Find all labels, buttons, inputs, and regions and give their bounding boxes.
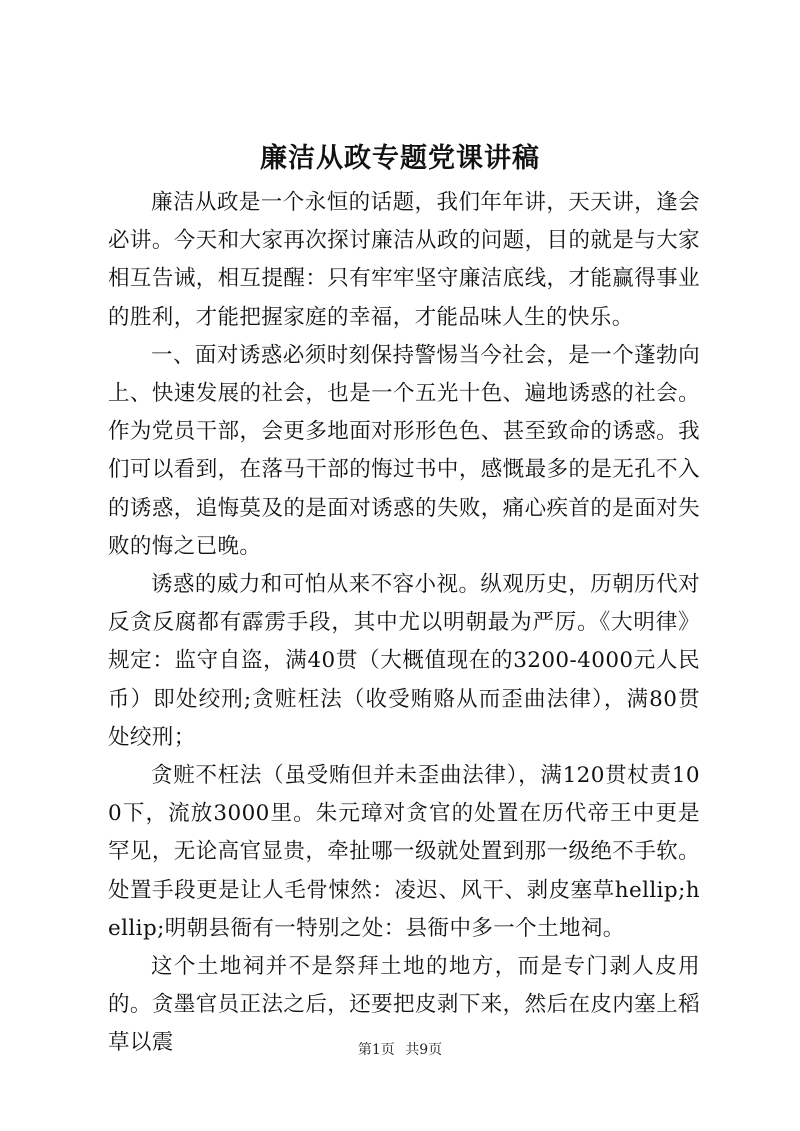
paragraph: 贪赃不枉法（虽受贿但并未歪曲法律），满120贯杖责100下，流放3000里。朱元璋对贪官的处置在历代帝王中更是罕见，无论高官显贵，牵扯哪一级就处置到那一级绝不手软。处置手段更是让人毛骨悚然：凌迟、风干、剥皮塞草hellip;hellip;明朝县衙有一特别之处：县衙中多一个土地祠。 <box>108 763 700 941</box>
paragraph: 这个土地祠并不是祭拜土地的地方，而是专门剥人皮用的。贪墨官员正法之后，还要把皮剥下来，然后在皮内塞上稻草以震 <box>108 954 700 1056</box>
paragraph: 廉洁从政是一个永恒的话题，我们年年讲，天天讲，逢会必讲。今天和大家再次探讨廉洁从政的问题，目的就是与大家相互告诫，相互提醒：只有牢牢坚守廉洁底线，才能赢得事业的胜利，才能把握家庭的幸福，才能品味人生的快乐。 <box>108 190 700 330</box>
paragraph: 一、面对诱惑必须时刻保持警惕当今社会，是一个蓬勃向上、快速发展的社会，也是一个五光十色、遍地诱惑的社会。作为党员干部，会更多地面对形形色色、甚至致命的诱惑。我们可以看到，在落马干部的悔过书中，感慨最多的是无孔不入的诱惑，追悔莫及的是面对诱惑的失败，痛心疾首的是面对失败的悔之已晚。 <box>108 342 700 559</box>
page-total: 共9页 <box>405 1042 443 1058</box>
document-title: 廉洁从政专题党课讲稿 <box>260 143 540 174</box>
paragraph: 诱惑的威力和可怕从来不容小视。纵观历史，历朝历代对反贪反腐都有霹雳手段，其中尤以明朝最为严厉。《大明律》规定：监守自盗，满40贯（大概值现在的3200-4000元人民币）即处绞刑;贪赃枉法（收受贿赂从而歪曲法律），满80贯处绞刑； <box>108 572 700 750</box>
page-number: 第1页 <box>357 1042 395 1058</box>
page-footer <box>0 1040 800 1060</box>
document-body <box>108 184 700 1063</box>
